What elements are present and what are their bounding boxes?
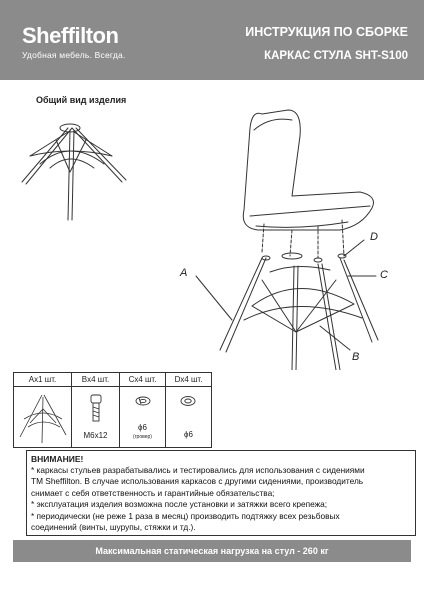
part-c-cell [120,373,166,447]
brand-name: Sheffilton [22,23,119,48]
part-b-cell [72,373,120,447]
general-view-label: Общий вид изделия [36,95,127,105]
notice-line: * каркасы стульев разрабатывались и тестировались для использования с сидениями [31,465,365,475]
header-bar [0,0,424,80]
document-title: ИНСТРУКЦИЯ ПО СБОРКЕ [245,25,408,39]
part-c-title: Cx4 шт. [120,373,165,387]
notice-line: * периодически (не реже 1 раза в месяц) производить подтяжку всех резьбовых [31,510,340,521]
frame-overview-drawing [22,124,126,220]
part-b-title: Bx4 шт. [72,373,119,387]
assembly-drawing [0,80,424,370]
notice-line: снимает с себя ответственность и гарантийные обязательства; [31,487,275,498]
notice-line: * эксплуатация изделия возможна после установки и затяжки всего крепежа; [31,499,328,510]
part-a-frame-icon [14,387,72,445]
part-c-size: ϕ6 [138,423,147,432]
callout-d: D [370,231,378,243]
part-b-size: M6x12 [83,431,108,440]
part-a-cell [14,373,72,447]
notice-line: соединений (винты, шурупы, стяжки и тд.). [31,522,196,533]
callout-a: A [180,267,188,279]
seat-shell-drawing [243,110,373,230]
callout-b: B [352,351,360,363]
part-a-title: Ax1 шт. [14,373,71,387]
part-c-type: (гровер) [133,434,152,440]
callout-leaders [196,240,376,350]
part-d-cell [166,373,211,447]
max-load-footer: Максимальная статическая нагрузка на стул - 260 кг [13,540,411,562]
bolt-icon [72,387,120,427]
part-d-size: ϕ6 [184,430,193,439]
document-subtitle: КАРКАС СТУЛА SHT-S100 [264,50,408,62]
flat-washer-icon [166,387,211,417]
notice-line: ТМ Sheffilton. В случае использования каркасов с другими сидениями, производитель [31,476,364,487]
notice-text [31,465,413,533]
spring-washer-icon [120,387,166,417]
callout-c: C [380,269,388,281]
brand-tagline: Удобная мебель. Всегда. [22,50,126,60]
notice-heading: ВНИМАНИЕ! [31,454,84,464]
title-block [245,24,408,62]
assembly-guide-lines [262,220,344,258]
brand-logo [22,24,126,60]
warning-notice [26,450,416,536]
part-d-title: Dx4 шт. [166,373,211,387]
parts-table [13,372,212,448]
